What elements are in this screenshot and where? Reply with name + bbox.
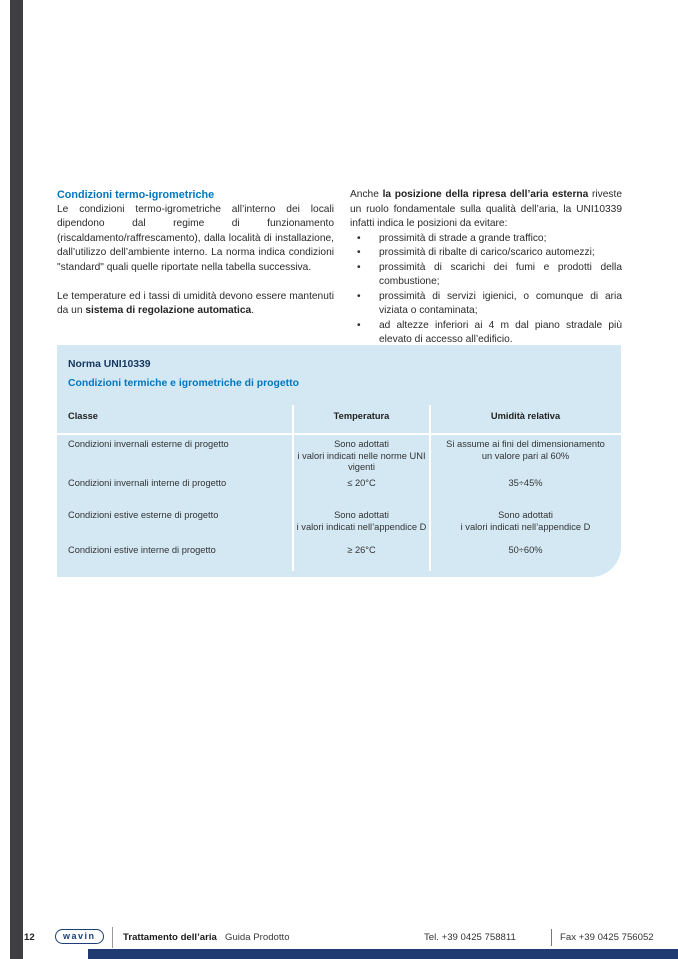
left-paragraph-2-bold: sistema di regolazione automatica [85,305,252,316]
list-item [350,319,622,348]
cell-line: i valori indicati nell’appendice D [296,521,427,532]
list-item [350,232,622,247]
cell-umidita [430,510,621,533]
cell-classe: Condizioni invernali interne di progetto [68,478,227,488]
cell-line: ≤ 20°C [347,478,376,488]
table-row [57,439,621,474]
column-header-classe: Classe [68,411,98,421]
bullet-list [350,232,622,348]
list-item [350,261,622,290]
right-intro-post: riveste un ruolo fondamentale sulla qualità dell’aria, la UNI10339 infatti indica le posizioni da evitare: [350,189,623,229]
cell-line: 50÷60% [508,545,543,555]
bullet-text: prossimità di ribalte di carico/scarico automezzi; [379,247,595,258]
left-paragraph-2-pre: Le temperature ed i tassi di umidità devono essere mantenuti da un [57,290,334,316]
paragraph-spacer [57,275,334,290]
left-paragraph-2-post: . [251,305,255,316]
doc-subtitle: Guida Prodotto [225,932,290,943]
cell-umidita [430,439,621,474]
cell-temperatura [293,478,430,490]
table-row [57,478,621,490]
column-header-umidita: Umidità relativa [490,411,561,421]
bullet-text: prossimità di strade a grande traffico; [379,232,547,244]
footer-divider [112,927,113,948]
right-intro-pre: Anche [350,189,383,200]
table-row [57,545,621,557]
cell-umidita [430,478,621,490]
telephone-number: Tel. +39 0425 758811 [424,932,516,943]
table-row [57,510,621,533]
table-title: Norma UNI10339 [68,359,151,370]
cell-line: i valori indicati nelle norme UNI vigenti [297,450,426,472]
bullet-text: prossimità di scarichi dei fumi e prodotti della combustione; [379,261,622,287]
cell-classe: Condizioni invernali esterne di progetto [68,439,229,449]
header-divider [57,433,621,435]
right-intro-bold: la posizione della ripresa dell’aria esterna [382,189,589,200]
section-heading: Condizioni termo-igrometriche [57,189,215,201]
right-intro-paragraph [350,188,622,232]
bullet-text: prossimità di servizi igienici, o comunque di aria viziata o contaminata; [379,290,622,316]
page-footer [0,926,678,950]
cell-line: Si assume ai fini del dimensionamento [446,439,605,449]
cell-line: un valore pari al 60% [481,450,570,461]
list-item [350,290,622,319]
scan-edge-shadow [10,0,23,959]
cell-temperatura [293,545,430,557]
cell-classe: Condizioni estive esterne di progetto [68,510,219,520]
bullet-icon: • [357,232,361,244]
left-paragraph-1 [57,203,334,276]
bullet-icon: • [357,319,361,331]
page-number: 12 [24,932,35,943]
bullet-icon: • [357,247,361,258]
cell-temperatura [293,510,430,533]
bullet-icon: • [357,290,361,302]
doc-title: Trattamento dell’aria [123,932,217,943]
cell-umidita [430,545,621,557]
cell-line: ≥ 26°C [347,545,376,555]
left-paragraph-2 [57,290,334,319]
cell-classe: Condizioni estive interne di progetto [68,545,216,555]
cell-temperatura [293,439,430,474]
bullet-text: ad altezze inferiori ai 4 m dal piano stradale più elevato di accesso all’edificio. [379,319,622,345]
norma-uni10339-table [57,345,621,577]
table-header-row [57,411,621,423]
cell-line: 35÷45% [508,478,543,488]
wavin-logo: wavin [55,929,104,944]
footer-divider [551,929,552,946]
cell-line: i valori indicati nell’appendice D [460,521,591,532]
left-text-column [57,188,334,319]
fax-number: Fax +39 0425 756052 [560,932,654,943]
cell-line: Sono adottati [334,439,389,449]
right-text-column [350,188,622,348]
footer-color-band [88,949,678,959]
list-item [350,246,622,261]
left-paragraph-1-text: Le condizioni termo-igrometriche all’interno dei locali dipendono dal regime di funzionamento (riscaldamento/raffrescamento), dalla località di installazione, dall’utilizzo dell’ambiente interno. La norma indica condizioni "standard" quali quelle riportate nella tabella successiva. [57,203,334,273]
cell-line: Sono adottati [498,510,553,520]
cell-line: Sono adottati [334,510,389,520]
table-subtitle: Condizioni termiche e igrometriche di progetto [68,378,299,389]
column-header-temperatura: Temperatura [333,411,390,421]
bullet-icon: • [357,261,361,273]
